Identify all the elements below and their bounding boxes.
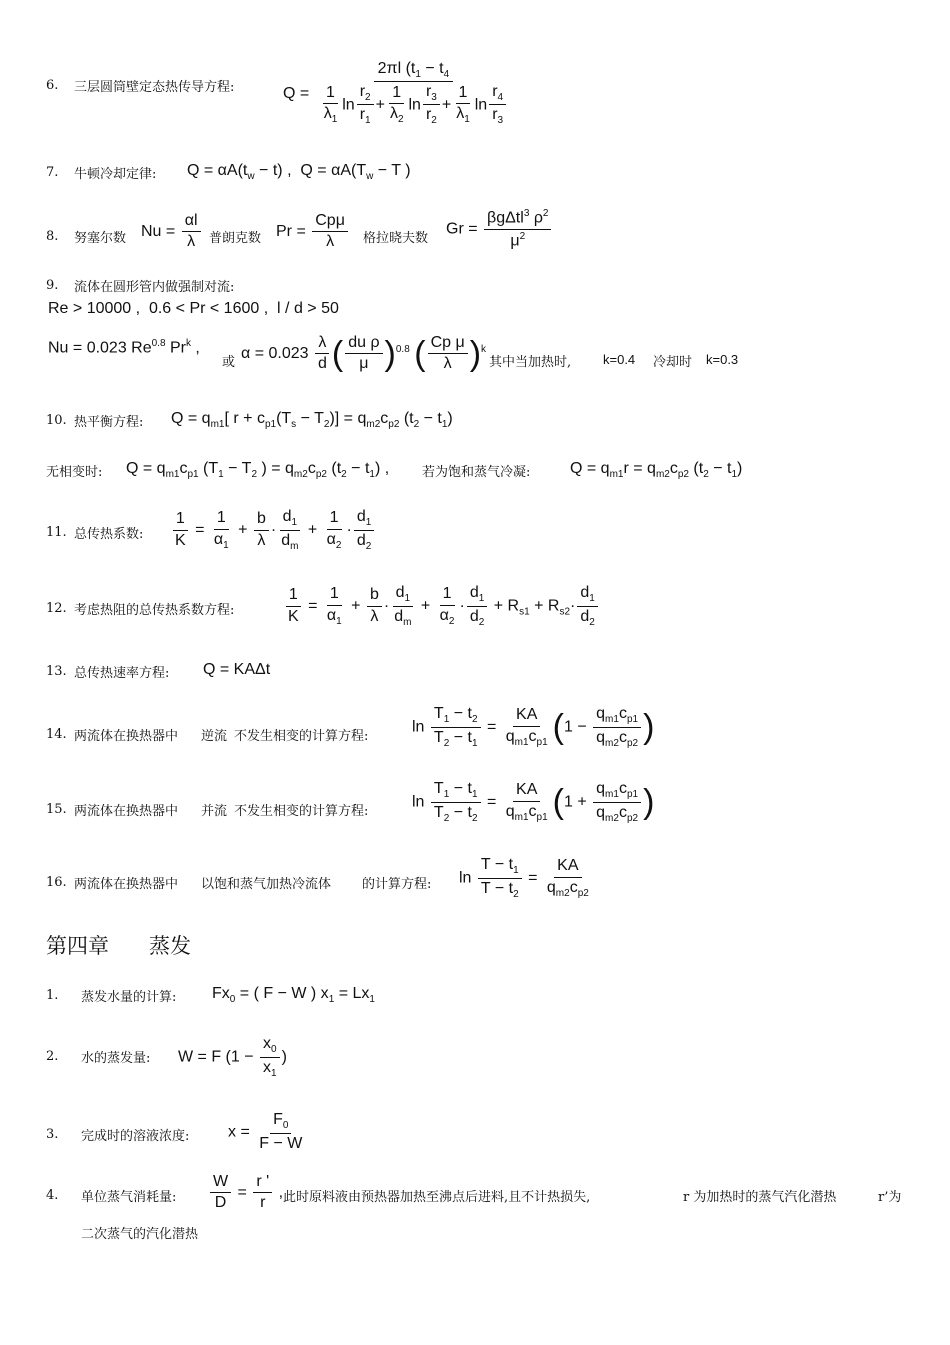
eq11-label: 总传热系数: bbox=[74, 527, 144, 542]
e1-number: 1. bbox=[46, 988, 59, 1003]
e4-r2-desc: r’为 bbox=[878, 1190, 902, 1205]
eq14-label-c: 不发生相变的计算方程: bbox=[234, 729, 369, 744]
eq12-formula: $\frac{1}{K}$ = $\frac{1}{\alpha_1}$ + $\frac{b}{\lambda}$ · $\frac{d_1}{d_m}$ + $\frac{1}{\alpha_2}$ · $\frac{d_1}{d_2}$ + $R_{s1} + R_{s2}\cdot$ $\frac{d_1}{d_2}$ bbox=[283, 584, 600, 628]
eq11-formula: $\frac{1}{K}$ = $\frac{1}{\alpha_1}$ + $\frac{b}{\lambda}$ · $\frac{d_1}{d_m}$ + $\frac{1}{\alpha_2}$ · $\frac{d_1}{d_2}$ bbox=[170, 508, 376, 552]
eq15-label-c: 不发生相变的计算方程: bbox=[234, 804, 369, 819]
e4-label: 单位蒸气消耗量: bbox=[81, 1190, 177, 1205]
e2-formula: W = F (1 − $\frac{x_0}{x_1}$ ) bbox=[178, 1035, 287, 1079]
eq7-formula: $Q = \alpha A(t_w - t)$ , $Q = \alpha A(T_w - T$ ) bbox=[187, 162, 411, 183]
eq6-number: 6. bbox=[46, 78, 59, 93]
e1-label: 蒸发水量的计算: bbox=[81, 990, 177, 1005]
eq9-number: 9. bbox=[46, 278, 59, 293]
e4-desc: 此时原料液由预热器加热至沸点后进料,且不计热损失, bbox=[283, 1190, 591, 1205]
eq14-number: 14. bbox=[46, 727, 67, 742]
eq9-alpha-formula: α = 0.023 $\frac{\lambda}{d}$ ( $\frac{\text{du ρ}}{\mu}$ )$^{0.8}$ ( $\frac{\text{Cp μ}}{\lambda}$ )$^k$ , bbox=[241, 334, 495, 373]
eq16-number: 16. bbox=[46, 875, 67, 890]
eq8-gr-label: 格拉晓夫数 bbox=[363, 231, 429, 246]
eq14-label-a: 两流体在换热器中 bbox=[74, 729, 179, 744]
e4-formula: $\frac{W}{D}$ = $\frac{r '}{r}$ , bbox=[208, 1173, 283, 1213]
nophase-label: 无相变时: bbox=[46, 465, 103, 480]
e4-r2-desc-cont: 二次蒸气的汽化潜热 bbox=[81, 1227, 199, 1242]
eq9-cool: 冷却时 bbox=[653, 355, 693, 370]
eq12-label: 考虑热阻的总传热系数方程: bbox=[74, 603, 235, 618]
eq7-number: 7. bbox=[46, 165, 59, 180]
e3-label: 完成时的溶液浓度: bbox=[81, 1129, 190, 1144]
e2-number: 2. bbox=[46, 1049, 59, 1064]
eq8-pr-label: 普朗克数 bbox=[209, 231, 262, 246]
eq10-number: 10. bbox=[46, 413, 67, 428]
eq15-label-b: 并流 bbox=[201, 804, 228, 819]
eq13-number: 13. bbox=[46, 664, 67, 679]
eq9-label: 流体在圆形管内做强制对流: bbox=[74, 280, 235, 295]
eq6-formula: Q = 2πl ($t_1 - t_4$ $\frac{1}{\lambda_1}$ ln $\frac{r_2}{r_1}$ + $\frac{1}{\lambda_2}$ ln $\frac{r_3}{r_2}$ + $\frac{1}{\lambda_1}$ ln $\frac{r_4}{r_3}$ bbox=[283, 60, 513, 127]
eq10-label: 热平衡方程: bbox=[74, 415, 144, 430]
chapter-heading bbox=[46, 930, 231, 960]
eq13-label: 总传热速率方程: bbox=[74, 666, 170, 681]
eq9-k-cool: k=0.3 bbox=[706, 352, 739, 367]
eq16-formula: ln $\frac{T - t_1}{T - t_2}$ = $\frac{KA}{q_{m2}c_{p2}}$ bbox=[459, 856, 589, 900]
nophase-formula: $Q = q_{m1}c_{p1}$ ($T_1 - T_2$ ) = $q_{m2}c_{p2}$ $(t_2 - t_1)$ , bbox=[126, 460, 390, 481]
eq9-nu-formula: Nu = 0.023 $Re^{0.8}$ Pr$^k$ , bbox=[48, 338, 200, 357]
eq14-formula: ln $\frac{T_1 - t_2}{T_2 - t_1}$ = $\frac{KA}{q_{m1}c_{p1}}$ (1 − $\frac{q_{m1}c_{p1}}{q_{m2}c_{p2}}$ ) bbox=[412, 705, 655, 749]
eq11-number: 11. bbox=[46, 525, 67, 540]
eq8-pr-formula: Pr = $\frac{\text{Cpμ}}{\lambda}$ bbox=[276, 212, 350, 252]
eq8-gr-formula: Gr = $\frac{\beta g\Delta tl^3 \rho^2}{\mu^2}$ bbox=[446, 208, 553, 250]
e4-r-desc: r 为加热时的蒸气汽化潜热 bbox=[683, 1190, 837, 1205]
eq9-or: 或 bbox=[222, 355, 236, 370]
nophase-sat-label: 若为饱和蒸气冷凝: bbox=[422, 465, 531, 480]
eq16-label-a: 两流体在换热器中 bbox=[74, 877, 179, 892]
eq8-number: 8. bbox=[46, 229, 59, 244]
e3-number: 3. bbox=[46, 1127, 59, 1142]
eq6-label: 三层圆筒壁定态热传导方程: bbox=[74, 80, 235, 95]
eq16-label-c: 的计算方程: bbox=[362, 877, 432, 892]
eq8-nu-label: 努塞尔数 bbox=[74, 231, 127, 246]
eq9-conditions: Re > 10000 , 0.6 < Pr < 1600 , l / d > 50 bbox=[48, 300, 339, 317]
e4-number: 4. bbox=[46, 1188, 59, 1203]
e3-formula: x = $\frac{F_0}{F - W}$ bbox=[228, 1111, 303, 1152]
eq10-formula: $Q = q_{m1}$[ $r + c_{p1}(T_s - T_2)] = q_{m2}c_{p2}$ $(t_2 - t_1)$ bbox=[171, 410, 453, 431]
eq9-k-heat: k=0.4 bbox=[603, 352, 636, 367]
eq14-label-b: 逆流 bbox=[201, 729, 228, 744]
eq8-nu-formula: Nu = $\frac{\alpha l}{\lambda}$ bbox=[141, 212, 203, 252]
chapter-number: 第四章 bbox=[46, 934, 109, 958]
e1-formula: $Fx_0$ = ( F − W ) $x_1 = Lx_1$ bbox=[212, 985, 375, 1006]
e2-label: 水的蒸发量: bbox=[81, 1051, 151, 1066]
eq12-number: 12. bbox=[46, 601, 67, 616]
eq15-number: 15. bbox=[46, 802, 67, 817]
chapter-title: 蒸发 bbox=[149, 934, 191, 958]
eq9-note: 其中当加热时, bbox=[489, 355, 572, 370]
eq13-formula: Q = KAΔt bbox=[203, 661, 271, 678]
eq7-label: 牛顿冷却定律: bbox=[74, 167, 157, 182]
nophase-sat-formula: $Q = q_{m1}r = q_{m2}c_{p2}$ $(t_2 - t_1)$ bbox=[570, 460, 743, 481]
eq15-label-a: 两流体在换热器中 bbox=[74, 804, 179, 819]
eq15-formula: ln $\frac{T_1 - t_1}{T_2 - t_2}$ = $\frac{KA}{q_{m1}c_{p1}}$ (1 + $\frac{q_{m1}c_{p1}}{q_{m2}c_{p2}}$ ) bbox=[412, 780, 655, 824]
eq16-label-b: 以饱和蒸气加热冷流体 bbox=[201, 877, 332, 892]
